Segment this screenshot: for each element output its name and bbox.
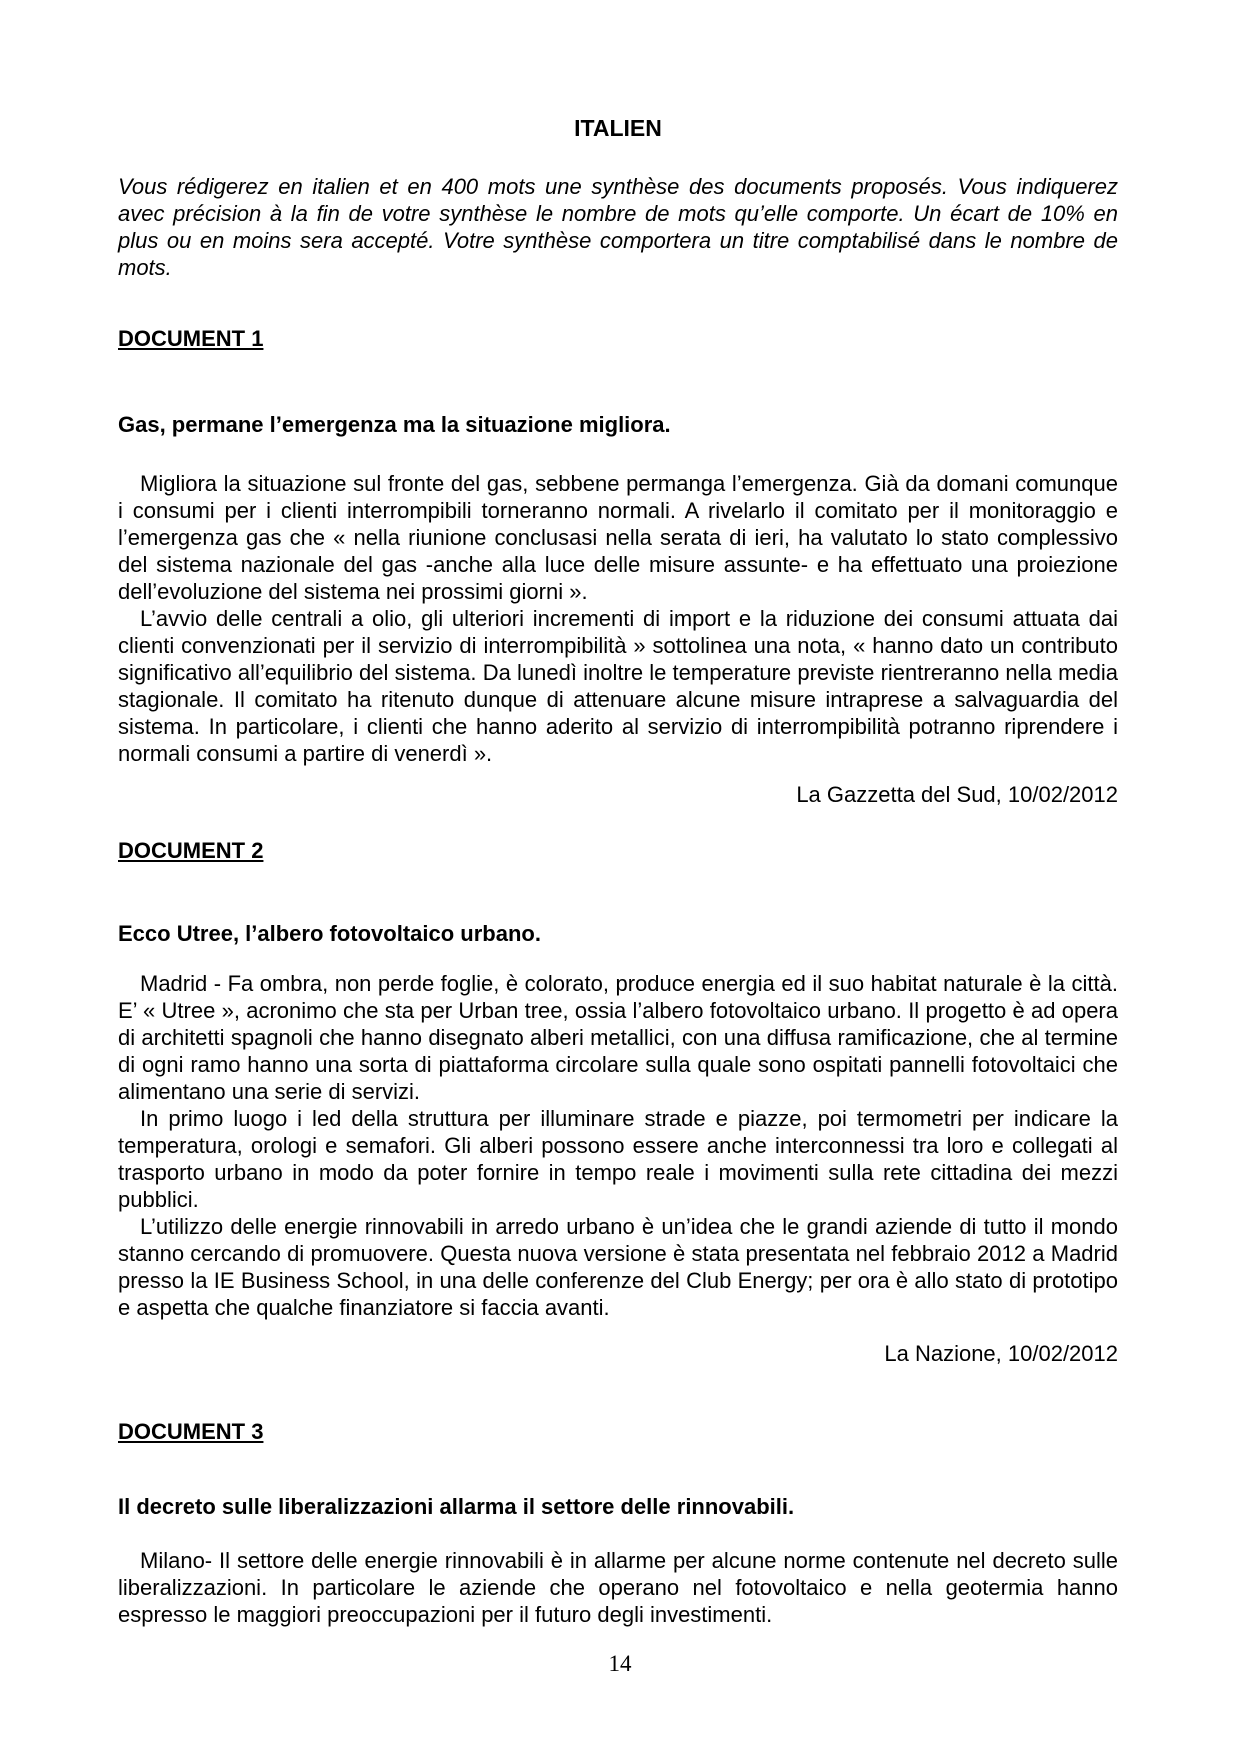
page-footer [0,1650,1240,1677]
document-3-title: Il decreto sulle liberalizzazioni allarma il settore delle rinnovabili. [118,1494,795,1519]
document-1-paragraph-1: Migliora la situazione sul fronte del gas, sebbene permanga l’emergenza. Già da domani comunque i consumi per i clienti interrompibili torneranno normali. A rivelarlo il comitato per il monitoraggio e l’emergenza gas che « nella riunione conclusasi nella serata di ieri, ha valutato lo stato complessivo del sistema nazionale del gas -anche alla luce delle misure assunte- e ha effettuato una proiezione dell’evoluzione del sistema nei prossimi giorni ». [118,471,1118,604]
page-title: ITALIEN [574,115,662,141]
document-2-title: Ecco Utree, l’albero fotovoltaico urbano. [118,921,541,946]
document-2-paragraph-2: In primo luogo i led della struttura per illuminare strade e piazze, poi termometri per indicare la temperatura, orologi e semafori. Gli alberi possono essere anche interconnessi tra loro e collegati al trasporto urbano in modo da poter fornire in tempo reale i movimenti sulla rete cittadina dei mezzi pubblici. [118,1106,1118,1212]
document-1-title: Gas, permane l’emergenza ma la situazione migliora. [118,412,671,437]
document-2-paragraph-1: Madrid - Fa ombra, non perde foglie, è colorato, produce energia ed il suo habitat naturale è la città. E’ « Utree », acronimo che sta per Urban tree, ossia l’albero fotovoltaico urbano. Il progetto è ad opera di architetti spagnoli che hanno disegnato alberi metallici, con una diffusa ramificazione, che al termine di ogni ramo hanno una sorta di piattaforma circolare sulla quale sono ospitati pannelli fotovoltaici che alimentano una serie di servizi. [118,971,1118,1104]
document-1-heading: DOCUMENT 1 [118,326,264,351]
document-1-section [118,325,1118,808]
document-3-heading: DOCUMENT 3 [118,1419,264,1444]
document-1-source: La Gazzetta del Sud, 10/02/2012 [796,782,1118,807]
exam-instructions: Vous rédigerez en italien et en 400 mots une synthèse des documents proposés. Vous indiquerez avec précision à la fin de votre synthèse le nombre de mots qu’elle comporte. Un écart de 10% en plus ou en moins sera accepté. Votre synthèse comportera un titre comptabilisé dans le nombre de mots. [118,174,1118,280]
page-number: 14 [608,1651,632,1676]
document-2-paragraph-3: L’utilizzo delle energie rinnovabili in arredo urbano è un’idea che le grandi aziende di tutto il mondo stanno cercando di promuovere. Questa nuova versione è stata presentata nel febbraio 2012 a Madrid presso la IE Business School, in una delle conferenze del Club Energy; per ora è allo stato di prototipo e aspetta che qualche finanziatore si faccia avanti. [118,1214,1118,1320]
document-3-paragraph-1: Milano- Il settore delle energie rinnovabili è in allarme per alcune norme contenute nel decreto sulle liberalizzazioni. In particolare le aziende che operano nel fotovoltaico e nella geotermia hanno espresso le maggiori preoccupazioni per il futuro degli investimenti. [118,1548,1118,1627]
document-3-section [118,1418,1118,1628]
document-2-source: La Nazione, 10/02/2012 [884,1341,1118,1366]
document-1-paragraph-2: L’avvio delle centrali a olio, gli ulteriori incrementi di import e la riduzione dei consumi attuata dai clienti convenzionati per il servizio di interrompibilità » sottolinea una nota, « hanno dato un contributo significativo all’equilibrio del sistema. Da lunedì inoltre le temperature previste rientreranno nella media stagionale. Il comitato ha ritenuto dunque di attenuare alcune misure intraprese a salvaguardia del sistema. In particolare, i clienti che hanno aderito al servizio di interrompibilità potranno riprendere i normali consumi a partire di venerdì ». [118,606,1118,766]
document-2-section [118,837,1118,1367]
document-2-heading: DOCUMENT 2 [118,838,264,863]
page-content [118,0,1118,1628]
